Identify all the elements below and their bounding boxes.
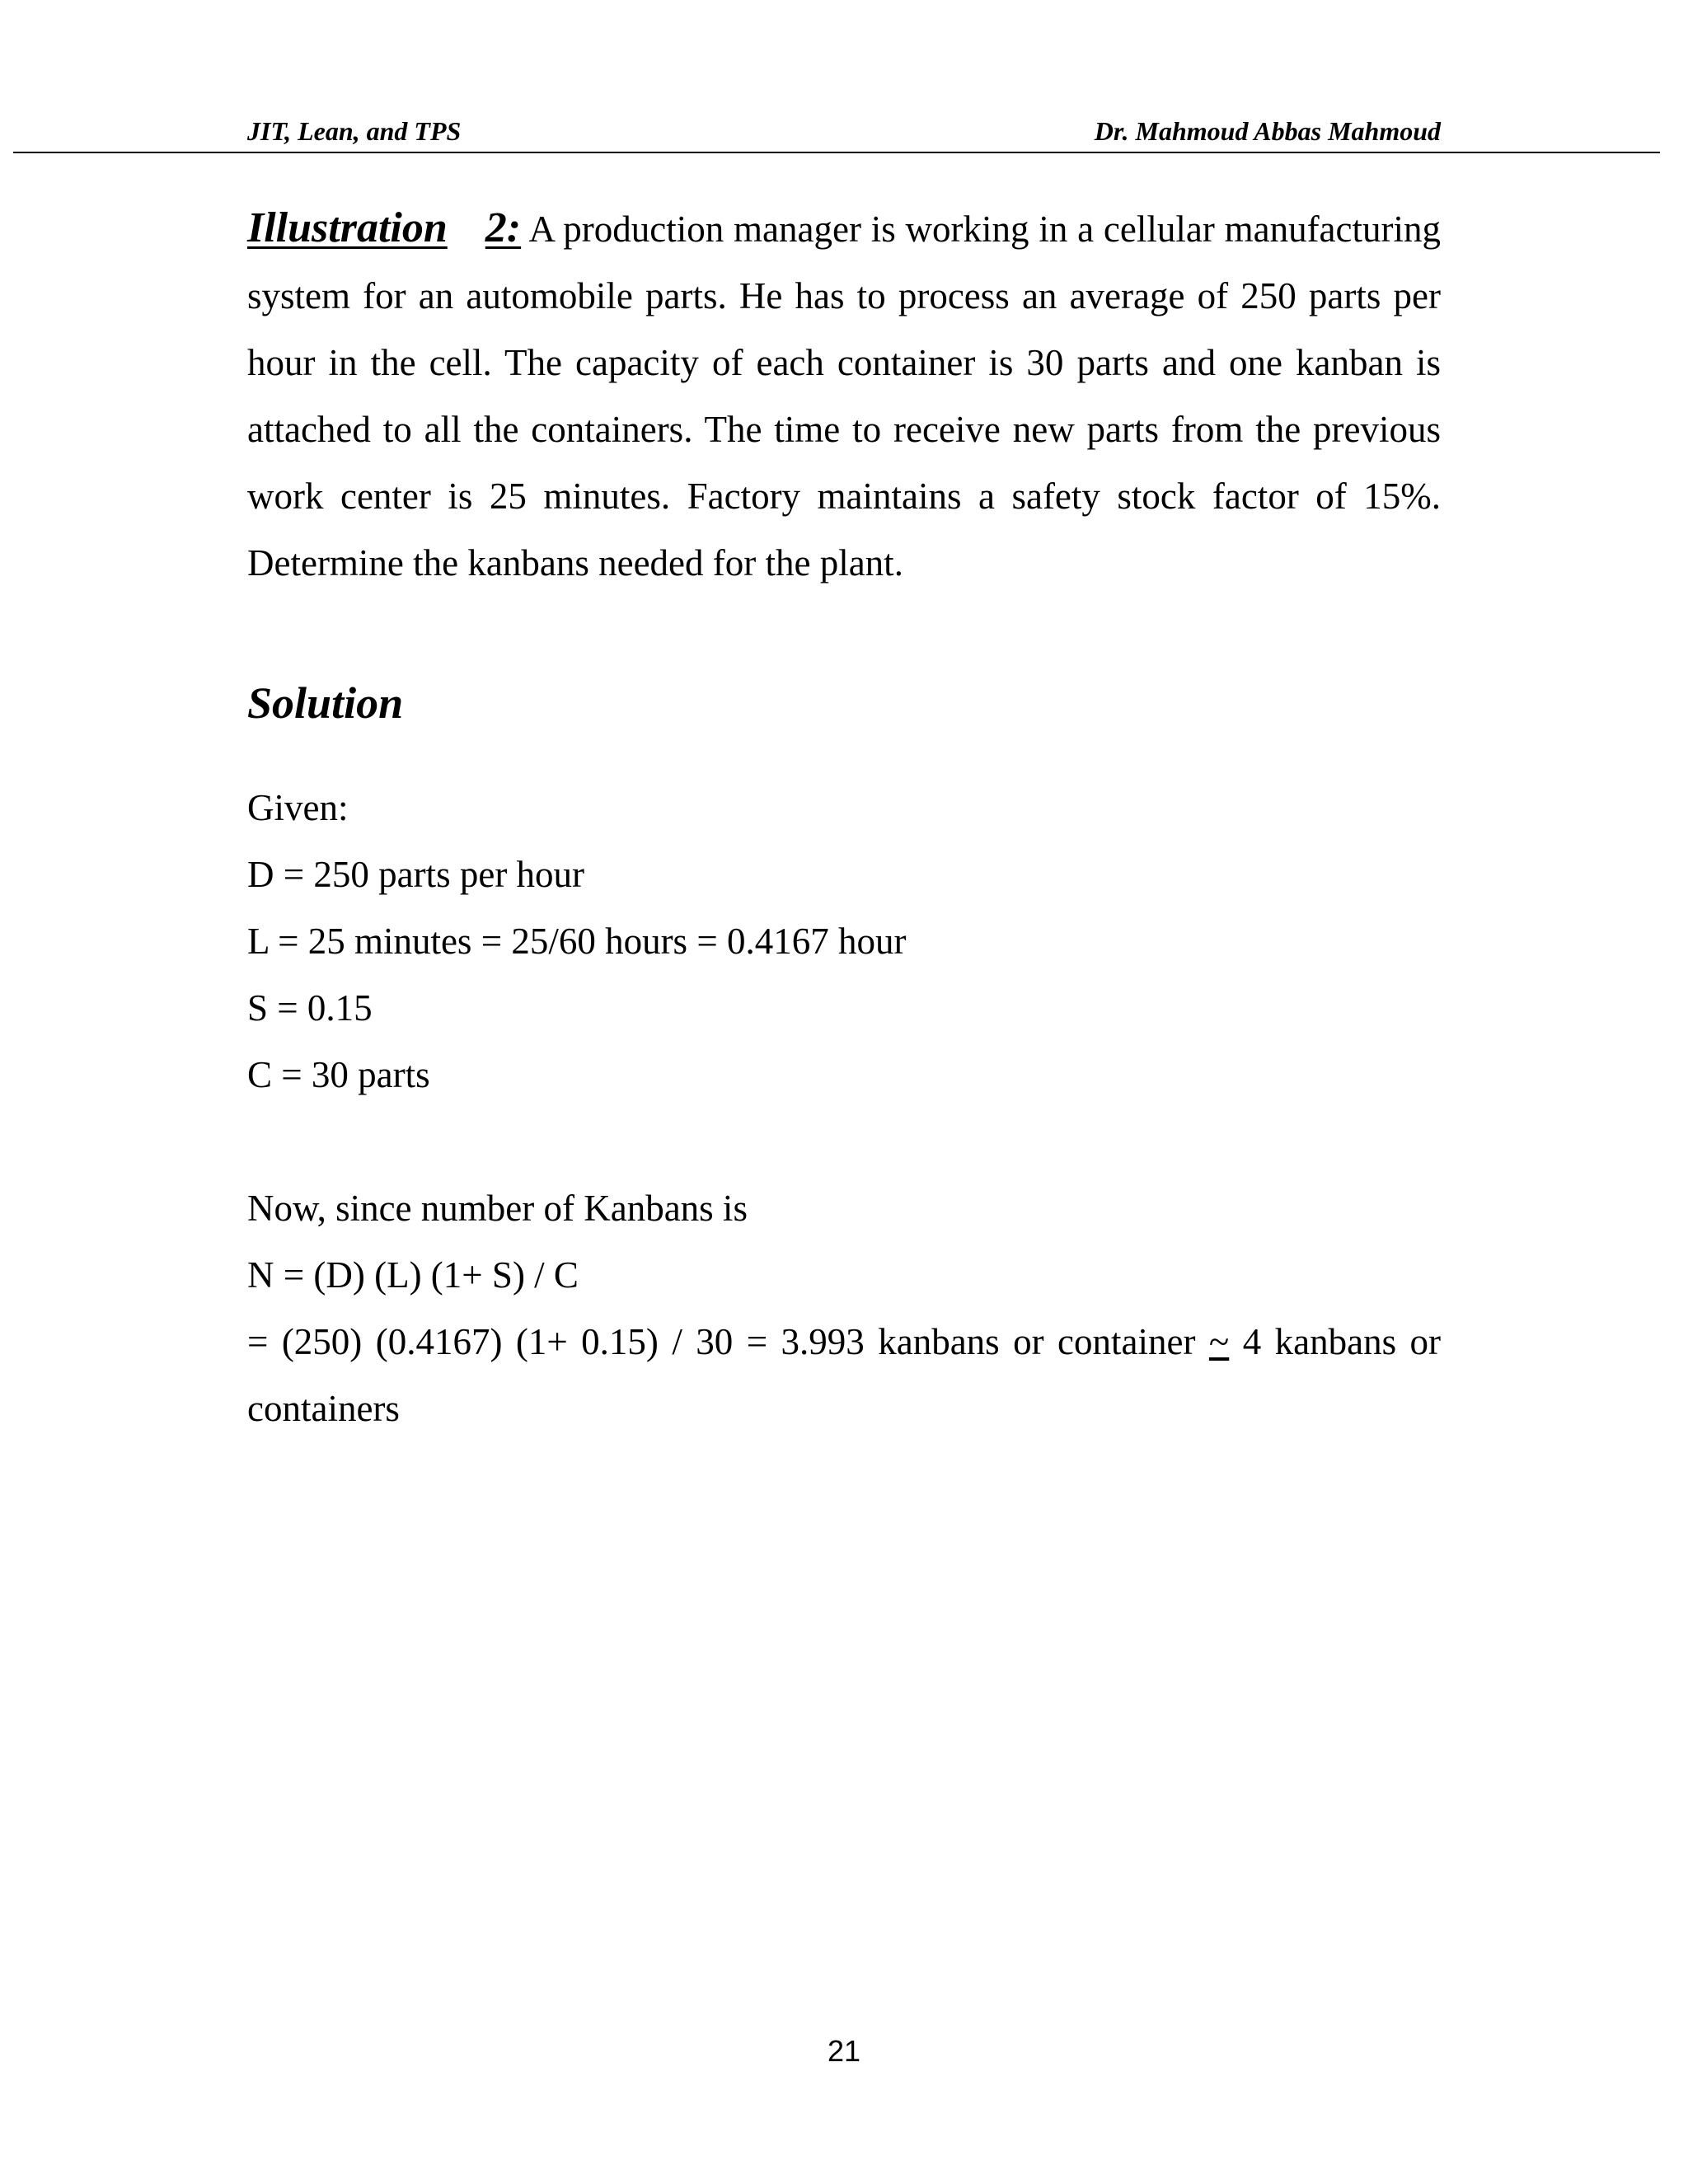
approx-symbol: ~ (1208, 1321, 1230, 1362)
page-number: 21 (827, 2034, 861, 2068)
header-divider (13, 152, 1660, 153)
given-demand: D = 250 parts per hour (247, 854, 585, 895)
header-title: JIT, Lean, and TPS (247, 116, 462, 146)
page-header (247, 105, 1441, 147)
illustration-label (247, 204, 521, 251)
solution-heading: Solution (247, 678, 404, 728)
illustration-paragraph (247, 194, 1441, 597)
kanban-formula: N = (D) (L) (1+ S) / C (247, 1254, 579, 1296)
illustration-label-word: Illustration (247, 204, 448, 251)
calculation-part-2: 4 kanbans or containers (247, 1321, 1442, 1429)
given-lead-time: L = 25 minutes = 25/60 hours = 0.4167 hour (247, 921, 907, 962)
illustration-text: A production manager is working in a cellular manufacturing system for an automobile parts. He has to process an average of 250 parts per hour in the cell. The capacity of each container is 30 parts and one kanban is attached to all the containers. The time to receive new parts from the previous work center is 25 minutes. Factory maintains a safety stock factor of 15%. Determine the kanbans needed for the plant. (247, 209, 1441, 583)
given-label: Given: (247, 787, 349, 828)
given-capacity: C = 30 parts (247, 1054, 430, 1095)
page-body (247, 194, 1441, 1442)
given-safety-factor: S = 0.15 (247, 987, 373, 1029)
given-block (247, 775, 1441, 1108)
now-text: Now, since number of Kanbans is (247, 1188, 748, 1229)
header-author: Dr. Mahmoud Abbas Mahmoud (1094, 116, 1441, 146)
kanban-calculation (247, 1309, 1441, 1442)
illustration-label-number: 2: (485, 204, 522, 251)
calculation-part-1: = (250) (0.4167) (1+ 0.15) / 30 = 3.993 kanbans or container (247, 1321, 1196, 1362)
calculation-block (247, 1175, 1441, 1442)
